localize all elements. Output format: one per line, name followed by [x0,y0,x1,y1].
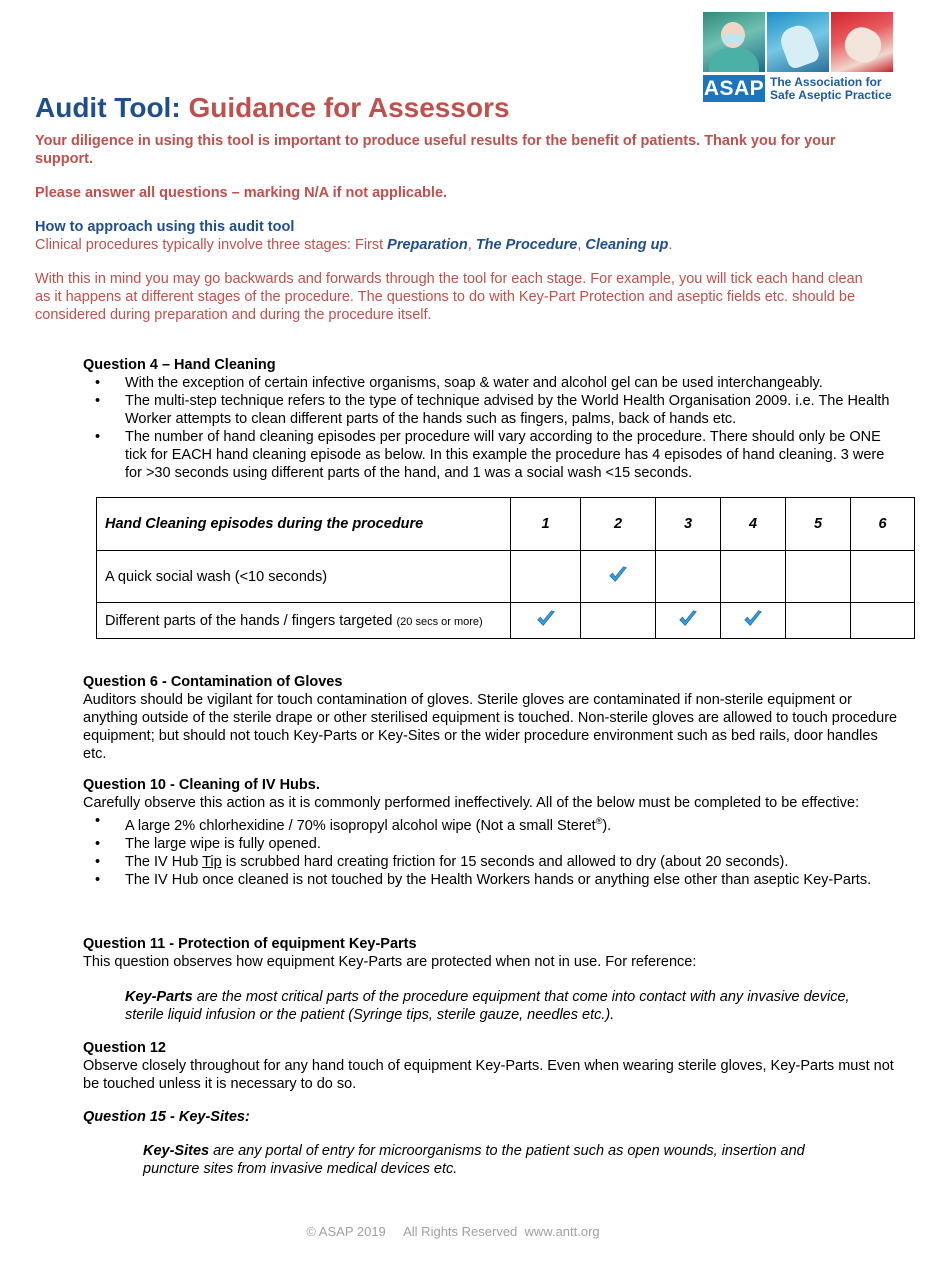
question-4-bullets [83,374,903,482]
key-parts-text: are the most critical parts of the procedure equipment that come into contact with any invasive device, sterile liquid infusion or the patient (Syringe tips, sterile gauze, needles etc.). [125,989,850,1023]
underlined-term: Tip [202,853,222,870]
list-item [125,812,903,835]
bullet-text: The IV Hub [125,853,203,870]
logo-line-1: The Association for [770,74,882,89]
row-label-social-wash: A quick social wash (<10 seconds) [97,551,511,603]
bullet-text-end: ). [602,817,612,834]
column-header: 3 [656,498,721,551]
question-12-heading: Question 12 [83,1040,166,1056]
logo-abbreviation: ASAP [703,77,765,100]
stage-procedure: The Procedure [475,237,578,253]
column-header: 1 [511,498,581,551]
checkmark-icon [535,608,557,630]
table-cell [721,603,786,639]
question-12-text: Observe closely throughout for any hand touch of equipment Key-Parts. Even when wearing sterile gloves, Key-Parts must not be touched unless it is necessary to do so. [83,1058,894,1092]
table-cell [581,551,656,603]
backwards-forwards-text: With this in mind you may go backwards and forwards through the tool for each stage. For example, you will tick each hand clean as it happens at different stages of the procedure. The questions to do with Key-Part Protection and aseptic fields etc. should be considered during preparation and during the procedure itself. [35,271,863,323]
logo-line-2: Safe Aseptic Practice [770,87,892,102]
title-part-1: Audit Tool: [35,92,181,123]
key-sites-term: Key-Sites [143,1143,210,1159]
hand-cleaning-table [96,497,915,639]
key-sites-text: are any portal of entry for microorganisms to the patient such as open wounds, insertion and puncture sites from invasive medical devices etc. [143,1143,805,1177]
column-header: 6 [851,498,915,551]
column-header: 4 [721,498,786,551]
page-footer: © ASAP 2019 All Rights Reserved www.antt.org [306,1224,600,1239]
logo-photo-strip [703,12,895,72]
question-6-section [83,673,903,763]
column-header: 2 [581,498,656,551]
table-row [97,551,915,603]
question-12-section [83,1039,903,1093]
bullet-text-end: is scrubbed hard creating friction for 15 seconds and allowed to dry (about 20 seconds). [221,853,789,870]
question-10-bullets [83,812,903,889]
table-row [97,603,915,639]
question-10-text: Carefully observe this action as it is commonly performed ineffectively. All of the below must be completed to be effective: [83,795,860,811]
question-15-heading: Question 15 - Key-Sites: [83,1109,250,1125]
table-cell [656,603,721,639]
table-cell [851,603,915,639]
stage-cleaning-up: Cleaning up [585,237,669,253]
table-cell [786,551,851,603]
asap-logo [703,12,895,104]
clinician-photo [703,12,765,72]
bullet-text: A large 2% chlorhexidine / 70% isopropyl alcohol wipe (Not a small Steret [125,817,596,834]
logo-org-name [770,76,892,102]
list-item: • The large wipe is fully opened. [125,835,903,853]
page-title [35,92,510,124]
gloved-hands-photo [767,12,829,72]
list-item: • The number of hand cleaning episodes per procedure will vary according to the procedure. There should only be ONE tick for EACH hand cleaning episode as below. In this example the procedure has 4 episodes of hand cleaning. 3 were for >30 seconds using different parts of the hand, and 1 was a social wash <15 seconds. [125,428,903,482]
column-header: 5 [786,498,851,551]
checkmark-icon [607,564,629,586]
question-4-section [83,356,903,482]
table-cell [786,603,851,639]
checkmark-icon [742,608,764,630]
checkmark-icon [677,608,699,630]
question-15-section [83,1108,903,1126]
table-cell [656,551,721,603]
question-11-text: This question observes how equipment Key-Parts are protected when not in use. For reference: [83,954,697,970]
question-6-text: Auditors should be vigilant for touch contamination of gloves. Sterile gloves are contaminated if non-sterile equipment or anything outside of the sterile drape or other sterilised equipment is touched. Non-sterile gloves are allowed to touch procedure equipment; but should not touch Key-Parts or Key-Sites or the wider procedure environment such as bed rails, door handles etc. [83,692,898,762]
table-cell [721,551,786,603]
list-item: • With the exception of certain infective organisms, soap & water and alcohol gel can be used interchangeably. [125,374,903,392]
question-11-section [83,935,903,971]
row-label-multi-step [97,603,511,639]
table-header-row [97,498,915,551]
question-11-heading: Question 11 - Protection of equipment Key-Parts [83,936,417,952]
question-10-heading: Question 10 - Cleaning of IV Hubs. [83,777,320,793]
stages-separator: , [577,237,586,253]
title-part-2: Guidance for Assessors [188,92,510,123]
table-cell [511,603,581,639]
diligence-note: Your diligence in using this tool is important to produce useful results for the benefit of patients. Thank you for your support. [35,133,836,167]
key-sites-definition [143,1142,853,1178]
table-cell [511,551,581,603]
stages-prefix: Clinical procedures typically involve three stages: First [35,237,388,253]
answer-all-note: Please answer all questions – marking N/A if not applicable. [35,185,448,201]
question-6-heading: Question 6 - Contamination of Gloves [83,674,343,690]
row-label-text: Different parts of the hands / fingers targeted [105,612,397,629]
key-parts-term: Key-Parts [125,989,193,1005]
question-4-heading: Question 4 – Hand Cleaning [83,357,276,373]
row-label-note: (20 secs or more) [396,615,483,628]
registered-mark: ® [595,816,603,826]
stages-suffix: . [668,237,673,253]
list-item: • The IV Hub once cleaned is not touched by the Health Workers hands or anything else other than aseptic Key-Parts. [125,871,903,889]
approach-heading: How to approach using this audit tool [35,219,295,235]
stage-preparation: Preparation [387,237,468,253]
table-cell [851,551,915,603]
stages-separator: , [467,237,476,253]
key-parts-definition [125,988,885,1024]
table-cell [581,603,656,639]
list-item: • The multi-step technique refers to the type of technique advised by the World Health Organisation 2009. i.e. The Health Worker attempts to clean different parts of the hands such as fingers, palms, back of hands etc. [125,392,903,428]
list-item [125,853,903,871]
glove-photo [831,12,893,72]
stages-text [35,236,865,254]
table-header-label: Hand Cleaning episodes during the procedure [97,498,511,551]
question-10-section [83,776,903,889]
